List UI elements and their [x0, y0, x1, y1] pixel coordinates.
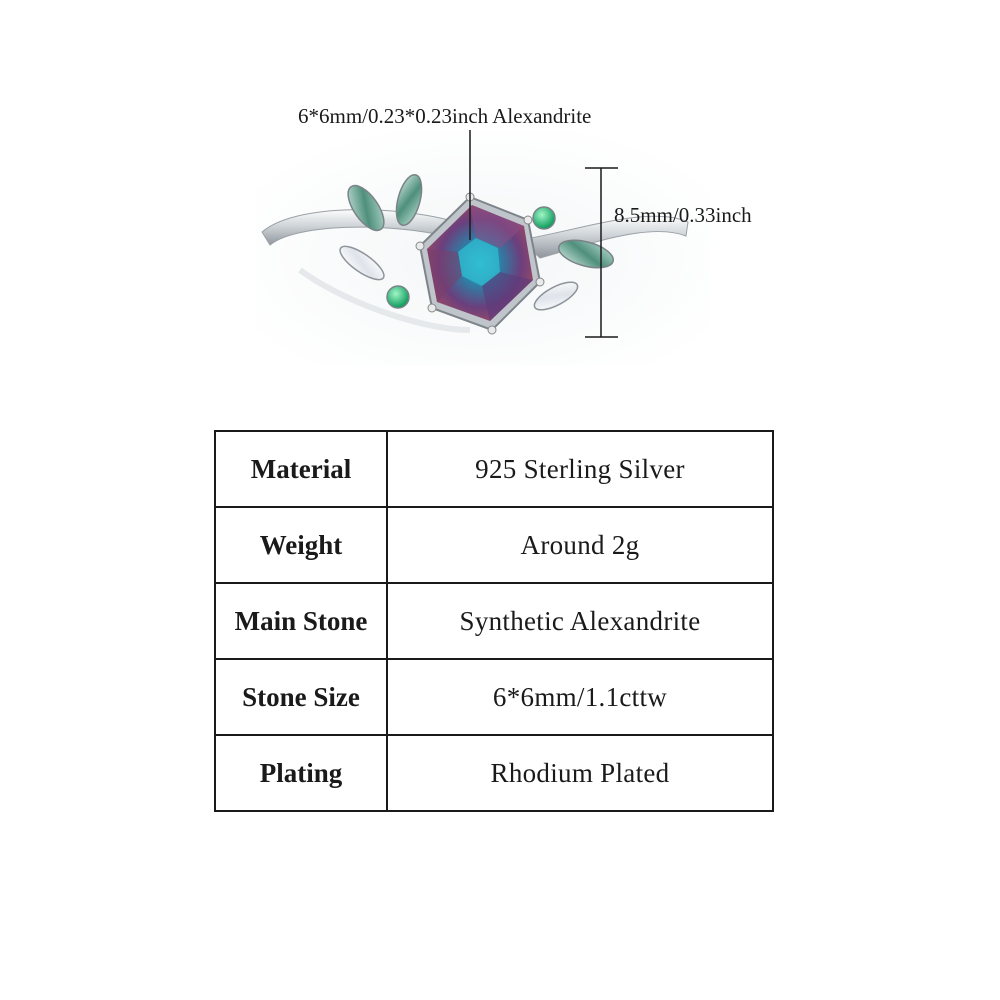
spec-label: Weight [215, 507, 387, 583]
spec-label: Main Stone [215, 583, 387, 659]
spec-value: 6*6mm/1.1cttw [387, 659, 773, 735]
spec-label: Plating [215, 735, 387, 811]
spec-value: Around 2g [387, 507, 773, 583]
height-dimension-label: 8.5mm/0.33inch [614, 203, 752, 227]
spec-value: Synthetic Alexandrite [387, 583, 773, 659]
spec-label: Material [215, 431, 387, 507]
table-row [215, 583, 773, 659]
spec-value: Rhodium Plated [387, 735, 773, 811]
ring-illustration [0, 0, 1000, 400]
spec-value: 925 Sterling Silver [387, 431, 773, 507]
spec-table [214, 430, 774, 812]
table-row [215, 507, 773, 583]
spec-label: Stone Size [215, 659, 387, 735]
table-row [215, 659, 773, 735]
stone-dimension-label: 6*6mm/0.23*0.23inch Alexandrite [298, 104, 592, 128]
ring-product-figure [0, 0, 1000, 400]
table-row [215, 735, 773, 811]
table-row [215, 431, 773, 507]
